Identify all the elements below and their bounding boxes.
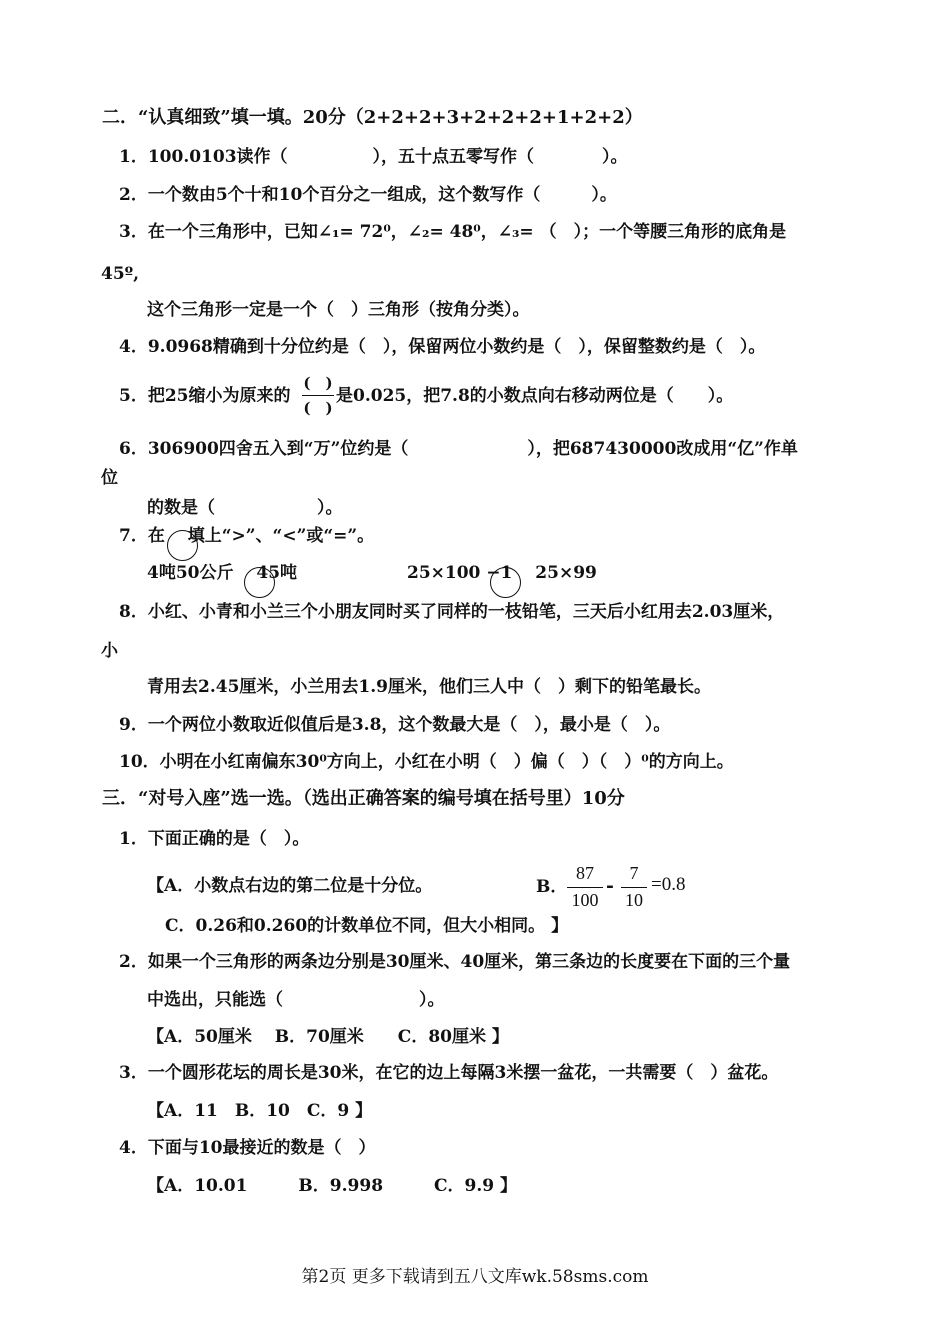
s3-question-1: 1．下面正确的是（ ）。	[119, 829, 310, 849]
s2-question-7-line1: 7．在 填上“>”、“<”或“=”。	[119, 526, 375, 546]
fraction-numerator: 87	[576, 863, 594, 883]
s2-question-6-line2: 位	[101, 468, 118, 488]
minus-sign: -	[606, 875, 614, 897]
fraction-bar	[302, 395, 334, 396]
s2-question-8-line3: 青用去2.45厘米，小兰用去1.9厘米，他们三人中（ ）剩下的铅笔最长。	[147, 677, 711, 697]
s3-question-1-option-a: 【A．小数点右边的第二位是十分位。	[147, 876, 433, 896]
s2-question-9: 9．一个两位小数取近似值后是3.8，这个数最大是（ ），最小是（ ）。	[119, 715, 671, 735]
s2-question-10: 10．小明在小红南偏东30⁰方向上，小红在小明（ ）偏（ ）（ ）⁰的方向上。	[119, 752, 734, 772]
s2-question-6-line3: 的数是（ ）。	[147, 498, 343, 518]
compare-circle-b[interactable]	[490, 567, 521, 598]
s2-question-7-item-b: 25×100 −1 25×99	[407, 563, 597, 583]
s2-question-5-fraction	[302, 374, 334, 420]
page-footer: 第2页 更多下载请到五八文库wk.58sms.com	[301, 1267, 649, 1287]
s3-question-4: 4．下面与10最接近的数是（ ）	[119, 1138, 376, 1158]
s2-question-2: 2．一个数由5个十和10个百分之一组成，这个数写作（ ）。	[119, 185, 617, 205]
s3-question-4-options: 【A．10.01 B．9.998 C．9.9 】	[147, 1176, 518, 1196]
section2-title: 二．“认真细致”填一填。20分（2+2+2+3+2+2+2+1+2+2）	[102, 107, 643, 128]
fraction-denominator: ( )	[303, 399, 333, 417]
s2-question-4: 4．9.0968精确到十分位约是（ ），保留两位小数约是（ ），保留整数约是（ ）。	[119, 337, 766, 357]
s2-question-3-line2: 45º,	[101, 264, 140, 284]
s2-question-7-item-a: 4吨50公斤 45吨	[147, 563, 298, 583]
s2-question-5-part-a: 5．把25缩小为原来的	[119, 386, 291, 406]
fraction-bar	[567, 887, 603, 888]
s3-question-3: 3．一个圆形花坛的周长是30米，在它的边上每隔3米摆一盆花，一共需要（ ）盆花。	[119, 1063, 779, 1083]
s2-question-3-line3: 这个三角形一定是一个（ ）三角形（按角分类）。	[147, 300, 530, 320]
fraction-numerator: ( )	[303, 374, 333, 392]
compare-circle-a[interactable]	[244, 567, 275, 598]
s2-question-3-line1: 3．在一个三角形中，已知∠₁= 72⁰，∠₂= 48⁰，∠₃= （ ）；一个等腰三角形的底角是	[119, 222, 787, 242]
s2-question-5-part-b: 是0.025，把7.8的小数点向右移动两位是（ ）。	[336, 386, 734, 406]
fraction-denominator: 10	[625, 890, 643, 910]
s2-question-6-line1: 6．306900四舍五入到“万”位约是（ ），把687430000改成用“亿”作单	[119, 439, 798, 459]
s3-question-1-option-b-label: B．	[536, 877, 568, 897]
s2-question-8-line1: 8．小红、小青和小兰三个小朋友同时买了同样的一枝铅笔，三天后小红用去2.03厘米，	[119, 602, 785, 622]
fraction-bar	[621, 887, 647, 888]
compare-circle[interactable]	[167, 530, 198, 561]
s3-question-2-line2: 中选出，只能选（ ）。	[147, 990, 445, 1010]
s3-question-2-options: 【A．50厘米 B．70厘米 C．80厘米 】	[147, 1027, 509, 1047]
fraction-87-100	[567, 862, 603, 912]
fraction-numerator: 7	[629, 863, 639, 883]
s2-question-8-line2: 小	[101, 641, 118, 661]
section3-title: 三．“对号入座”选一选。（选出正确答案的编号填在括号里）10分	[102, 788, 625, 809]
fraction-denominator: 100	[571, 890, 599, 910]
s2-question-1: 1．100.0103读作（ ），五十点五零写作（ ）。	[119, 147, 628, 167]
fraction-result: =0.8	[651, 874, 686, 895]
s3-question-2-line1: 2．如果一个三角形的两条边分别是30厘米、40厘米，第三条边的长度要在下面的三个量	[119, 952, 791, 972]
s3-question-1-option-c: C．0.26和0.260的计数单位不同，但大小相同。 】	[165, 916, 569, 936]
fraction-7-10	[621, 862, 647, 912]
s3-question-3-options: 【A．11 B．10 C．9 】	[147, 1101, 373, 1121]
